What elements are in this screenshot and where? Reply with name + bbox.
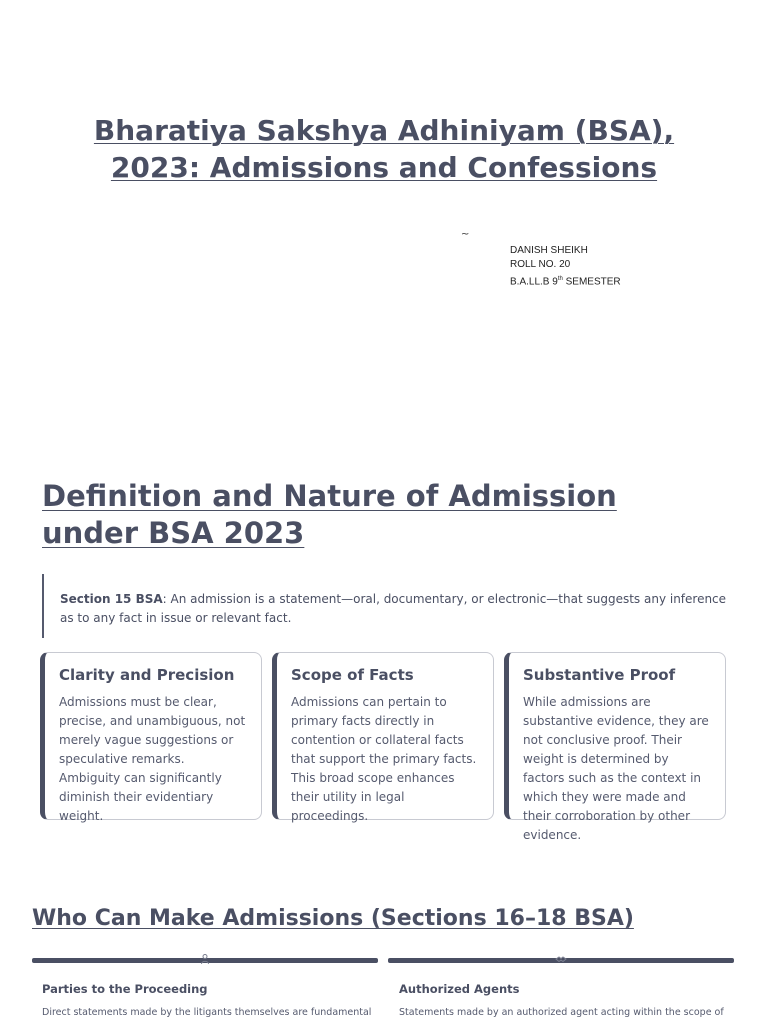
card-scope-of-facts [272, 652, 494, 823]
handshake-icon [555, 953, 567, 965]
author-roll: ROLL NO. 20 [510, 259, 571, 270]
document-title [40, 112, 728, 186]
card-title: Scope of Facts [291, 666, 414, 684]
card-text: Admissions can pertain to primary facts directly in contention or collateral facts that support the primary facts. This broad scope enhances their utility in legal proceedings. [291, 695, 477, 823]
card-text: While admissions are substantive evidence, they are not conclusive proof. Their weight is determined by factors such as the context in which they were made and their corroboration by other evidence. [523, 695, 709, 842]
sub-text-agents: Statements made by an authorized agent acting within the scope of [399, 1007, 724, 1018]
card-title: Substantive Proof [523, 666, 676, 684]
who-heading: Who Can Make Admissions (Sections 16–18 BSA) [32, 906, 634, 931]
definition-heading-line-1: Definition and Nature of Admission [42, 479, 617, 513]
quote-label: Section 15 BSA [60, 592, 163, 606]
person-icon [199, 953, 211, 965]
course-sup: th [557, 276, 563, 282]
title-line-2: 2023: Admissions and Confessions [110, 151, 658, 184]
author-block [510, 244, 621, 289]
course-suffix: SEMESTER [562, 276, 621, 288]
author-name: DANISH SHEIKH [510, 245, 588, 256]
sub-text-parties: Direct statements made by the litigants themselves are fundamental [42, 1007, 372, 1018]
card-title: Clarity and Precision [59, 666, 235, 684]
sub-title-agents: Authorized Agents [399, 982, 520, 996]
tilde-mark: ~ [461, 229, 470, 240]
definition-heading-line-2: under BSA 2023 [42, 516, 305, 550]
sub-title-parties: Parties to the Proceeding [42, 982, 208, 996]
quote-text: : An admission is a statement—oral, documentary, or electronic—that suggests any inference as to any fact in issue or relevant fact. [60, 592, 727, 625]
card-clarity-precision [40, 652, 262, 823]
author-course [510, 272, 621, 289]
card-text: Admissions must be clear, precise, and unambiguous, not merely vague suggestions or speculative remarks. Ambiguity can significantly diminish their evidentiary weight. [59, 695, 246, 823]
title-line-1: Bharatiya Sakshya Adhiniyam (BSA), [93, 114, 675, 147]
card-substantive-proof [504, 652, 726, 842]
section-15-quote [42, 574, 732, 638]
course-prefix: B.A.LL.B 9 [510, 276, 558, 288]
definition-heading [42, 478, 702, 552]
